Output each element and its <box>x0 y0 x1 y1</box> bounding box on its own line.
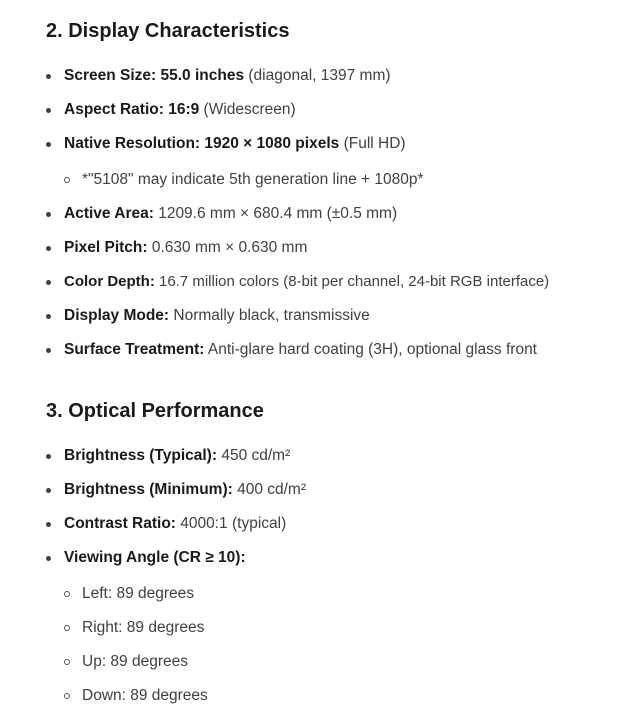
item-label: Surface Treatment: <box>64 341 205 358</box>
hollow-bullet <box>64 625 70 631</box>
item-label: Color Depth: <box>64 273 155 290</box>
item-value: 400 cd/m² <box>232 481 307 498</box>
item-value: 4000:1 (typical) <box>175 515 287 532</box>
bullet-dot <box>46 74 51 79</box>
bullet-dot <box>46 314 51 319</box>
item-label: Contrast Ratio: <box>64 515 176 532</box>
item-label: Active Area: <box>64 205 154 222</box>
bullet-dot <box>46 556 51 561</box>
item-label: Display Mode: <box>64 307 170 324</box>
hollow-bullet <box>64 659 70 665</box>
sub-item-text: Up: 89 degrees <box>82 653 188 670</box>
bullet-dot <box>46 246 51 251</box>
bullet-dot <box>46 488 51 493</box>
item-value: 0.630 mm × 0.630 mm <box>147 239 308 256</box>
sub-item-text: Down: 89 degrees <box>82 687 208 704</box>
sub-item-text: *"5108" may indicate 5th generation line + 1080p* <box>82 171 424 188</box>
sub-item-text: Right: 89 degrees <box>82 619 205 636</box>
item-value: Anti-glare hard coating (3H), optional glass front <box>204 341 537 358</box>
hollow-bullet <box>64 693 70 699</box>
hollow-bullet <box>64 591 70 597</box>
item-label: Native Resolution: 1920 × 1080 pixels <box>64 135 340 152</box>
item-value: Normally black, transmissive <box>169 307 370 324</box>
item-value: 450 cd/m² <box>217 447 291 464</box>
item-value: 16.7 million colors (8-bit per channel, 24-bit RGB interface) <box>154 273 550 290</box>
bullet-dot <box>46 108 51 113</box>
bullet-dot <box>46 348 51 353</box>
sub-item-text: Left: 89 degrees <box>82 585 195 602</box>
item-value: 1209.6 mm × 680.4 mm (±0.5 mm) <box>153 205 398 222</box>
item-value: (Full HD) <box>339 135 406 152</box>
bullet-dot <box>46 280 51 285</box>
bullet-dot <box>46 522 51 527</box>
item-label: Pixel Pitch: <box>64 239 148 256</box>
item-value: (diagonal, 1397 mm) <box>244 67 391 84</box>
bullet-dot <box>46 142 51 147</box>
section-heading-display-characteristics: 2. Display Characteristics <box>46 20 290 42</box>
hollow-bullet <box>64 177 70 183</box>
item-label: Aspect Ratio: 16:9 <box>64 101 200 118</box>
item-label: Screen Size: 55.0 inches <box>64 67 245 84</box>
bullet-dot <box>46 212 51 217</box>
item-label: Brightness (Minimum): <box>64 481 233 498</box>
section-heading-optical-performance: 3. Optical Performance <box>46 400 264 422</box>
item-label: Brightness (Typical): <box>64 447 218 464</box>
item-value: (Widescreen) <box>199 101 296 118</box>
bullet-dot <box>46 454 51 459</box>
item-label: Viewing Angle (CR ≥ 10): <box>64 549 246 566</box>
